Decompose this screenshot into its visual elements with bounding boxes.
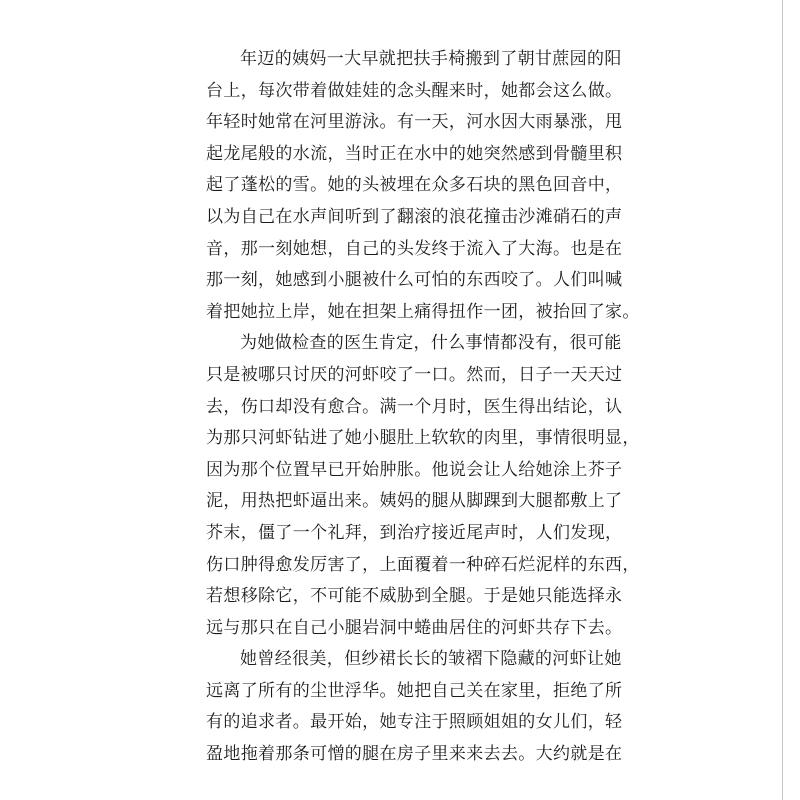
paragraph-3	[206, 644, 623, 770]
text-line: 为她做检查的医生肯定，什么事情都没有，很可能	[240, 333, 622, 354]
text-line: 远离了所有的尘世浮华。她把自己关在家里，拒绝了所	[206, 680, 623, 701]
text-line: 她曾经很美，但纱裙长长的皱褶下隐藏的河虾让她	[240, 649, 622, 670]
text-line: 因为那个位置早已开始肿胀。他说会让人给她涂上芥子	[206, 459, 623, 480]
paragraph-1	[206, 44, 640, 328]
text-line: 音，那一刻她想，自己的头发终于流入了大海。也是在	[206, 238, 623, 259]
text-line: 年轻时她常在河里游泳。有一天，河水因大雨暴涨，甩	[206, 112, 623, 133]
text-line: 若想移除它，不可能不威胁到全腿。于是她只能选择永	[206, 586, 623, 607]
text-line: 台上，每次带着做娃娃的念头醒来时，她都会这么做。	[206, 80, 623, 101]
text-line: 起龙尾般的水流，当时正在水中的她突然感到骨髓里积	[206, 143, 623, 164]
text-line: 以为自己在水声间听到了翻滚的浪花撞击沙滩硝石的声	[206, 206, 623, 227]
text-line: 那一刻，她感到小腿被什么可怕的东西咬了。人们叫喊	[206, 270, 623, 291]
text-line: 泥，用热把虾逼出来。姨妈的腿从脚踝到大腿都敷上了	[206, 491, 623, 512]
text-line: 远与那只在自己小腿岩洞中蜷曲居住的河虾共存下去。	[206, 617, 623, 638]
text-line: 伤口肿得愈发厉害了，上面覆着一种碎石烂泥样的东西，	[206, 554, 640, 575]
text-line: 年迈的姨妈一大早就把扶手椅搬到了朝甘蔗园的阳	[240, 49, 622, 69]
paragraph-2	[206, 328, 640, 644]
text-line: 只是被哪只讨厌的河虾咬了一口。然而，日子一天天过	[206, 364, 623, 385]
text-line: 着把她拉上岸，她在担架上痛得扭作一团，被抬回了家。	[206, 301, 640, 322]
body-text	[206, 44, 640, 771]
text-line: 有的追求者。最开始，她专注于照顾姐姐的女儿们，轻	[206, 712, 623, 733]
text-line: 起了蓬松的雪。她的头被埋在众多石块的黑色回音中，	[206, 175, 623, 196]
text-line: 芥末，僵了一个礼拜，到治疗接近尾声时，人们发现，	[206, 522, 623, 543]
text-line: 去，伤口却没有愈合。满一个月时，医生得出结论，认	[206, 396, 623, 417]
text-line: 盈地拖着那条可憎的腿在房子里来来去去。大约就是在	[206, 744, 623, 765]
text-line: 为那只河虾钻进了她小腿肚上软软的肉里，事情很明显，	[206, 428, 640, 449]
page-edge-line	[782, 0, 783, 800]
